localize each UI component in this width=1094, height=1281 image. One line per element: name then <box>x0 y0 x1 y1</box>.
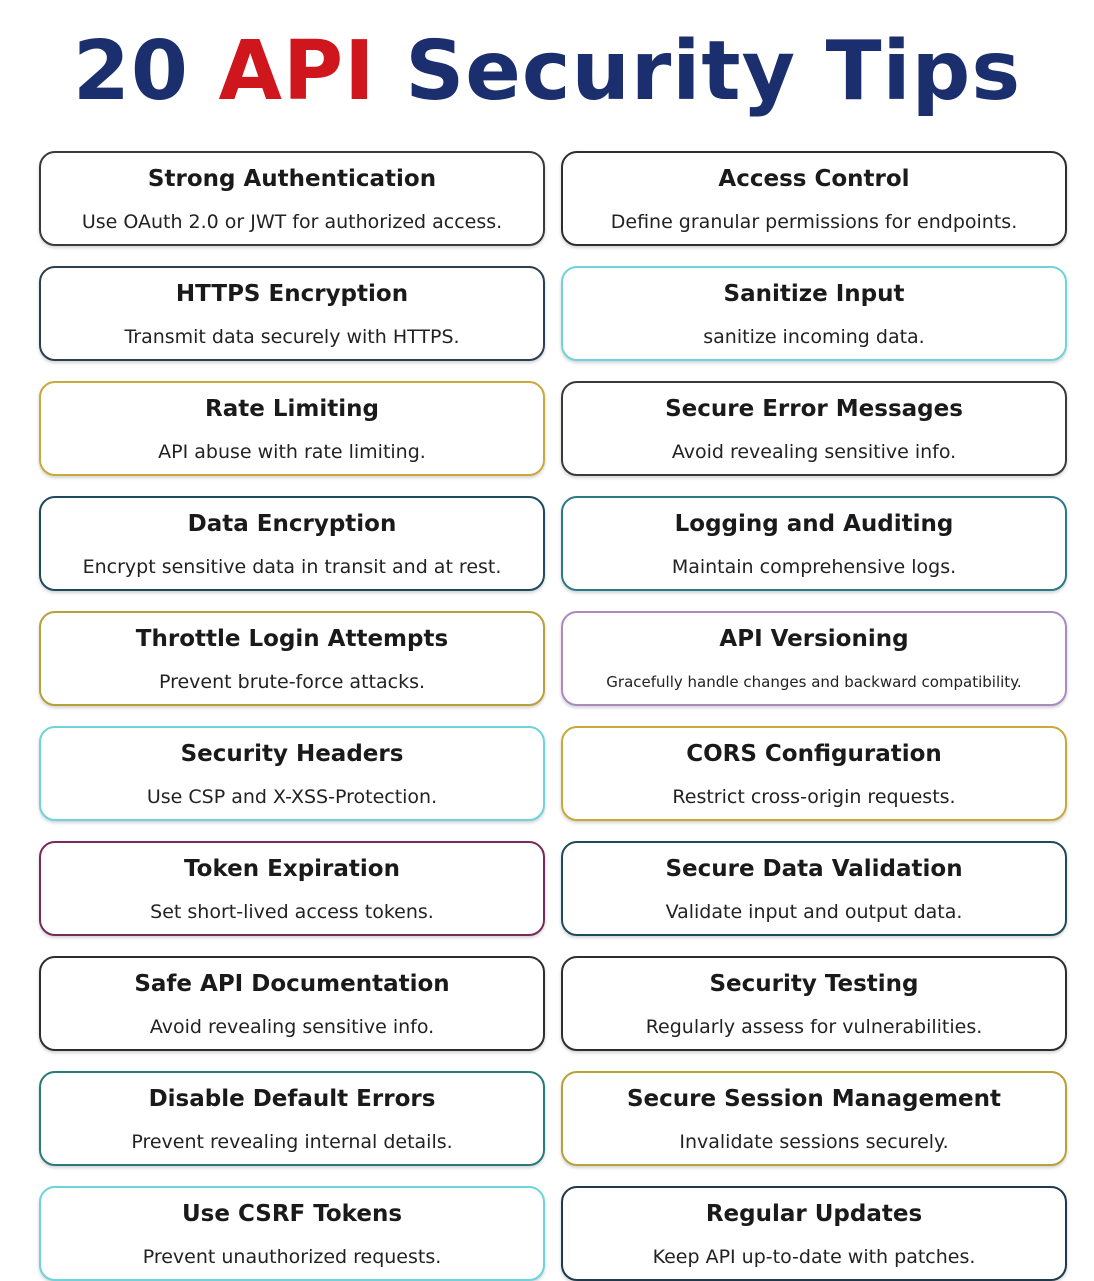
tip-title: HTTPS Encryption <box>175 281 409 307</box>
tip-card-throttle-login-attempts <box>39 611 545 706</box>
tip-title: Strong Authentication <box>147 166 437 192</box>
tip-card-api-versioning <box>561 611 1067 706</box>
tip-title: Access Control <box>718 166 910 192</box>
tip-card-use-csrf-tokens <box>39 1186 545 1281</box>
tip-description: Set short-lived access tokens. <box>150 901 434 923</box>
tip-card-logging-and-auditing <box>561 496 1067 591</box>
tip-title: Logging and Auditing <box>674 511 954 537</box>
tip-title: Safe API Documentation <box>134 971 450 997</box>
tip-title: Regular Updates <box>705 1201 923 1227</box>
tip-title: Rate Limiting <box>205 396 379 422</box>
tip-description: Validate input and output data. <box>665 901 963 923</box>
title-number: 20 <box>72 24 189 119</box>
tip-description: Prevent revealing internal details. <box>131 1131 453 1153</box>
tip-description: Avoid revealing sensitive info. <box>149 1016 435 1038</box>
tip-description: Define granular permissions for endpoints. <box>610 211 1018 233</box>
tip-description: Prevent unauthorized requests. <box>142 1246 442 1268</box>
tip-card-data-encryption <box>39 496 545 591</box>
page-title <box>0 22 1094 122</box>
title-rest: Security Tips <box>405 24 1022 119</box>
tip-card-access-control <box>561 151 1067 246</box>
tip-title: Security Headers <box>180 741 404 767</box>
tip-description: Prevent brute-force attacks. <box>158 671 426 693</box>
tip-description: Maintain comprehensive logs. <box>671 556 957 578</box>
tip-title: API Versioning <box>719 626 909 652</box>
tip-description: Restrict cross-origin requests. <box>672 786 956 808</box>
tip-card-rate-limiting <box>39 381 545 476</box>
tip-card-token-expiration <box>39 841 545 936</box>
tip-title: CORS Configuration <box>686 741 942 767</box>
tip-card-cors-configuration <box>561 726 1067 821</box>
tip-title: Throttle Login Attempts <box>135 626 449 652</box>
tip-title: Token Expiration <box>184 856 400 882</box>
tip-title: Disable Default Errors <box>148 1086 436 1112</box>
tip-title: Security Testing <box>709 971 919 997</box>
tip-title: Data Encryption <box>187 511 397 537</box>
tip-card-regular-updates <box>561 1186 1067 1281</box>
tip-card-sanitize-input <box>561 266 1067 361</box>
tip-card-security-testing <box>561 956 1067 1051</box>
tip-card-safe-api-documentation <box>39 956 545 1051</box>
tip-description: Use OAuth 2.0 or JWT for authorized access. <box>81 211 503 233</box>
title-highlight: API <box>218 24 376 119</box>
tip-title: Secure Session Management <box>626 1086 1002 1112</box>
tip-card-secure-error-messages <box>561 381 1067 476</box>
tip-description: Keep API up-to-date with patches. <box>652 1246 976 1268</box>
tip-description: Use CSP and X-XSS-Protection. <box>146 786 438 808</box>
tip-description: Invalidate sessions securely. <box>679 1131 949 1153</box>
tip-description: API abuse with rate limiting. <box>158 441 426 463</box>
tip-description: Avoid revealing sensitive info. <box>671 441 957 463</box>
tip-description: sanitize incoming data. <box>703 326 925 348</box>
tip-card-disable-default-errors <box>39 1071 545 1166</box>
tip-title: Secure Data Validation <box>665 856 963 882</box>
tip-description: Encrypt sensitive data in transit and at rest. <box>82 556 502 578</box>
tip-card-secure-data-validation <box>561 841 1067 936</box>
tip-description: Regularly assess for vulnerabilities. <box>645 1016 983 1038</box>
tip-title: Use CSRF Tokens <box>181 1201 403 1227</box>
tip-card-strong-authentication <box>39 151 545 246</box>
tip-card-secure-session-management <box>561 1071 1067 1166</box>
tip-description: Gracefully handle changes and backward compatibility. <box>606 673 1022 691</box>
tip-card-security-headers <box>39 726 545 821</box>
tip-title: Sanitize Input <box>723 281 905 307</box>
tips-grid <box>39 151 1067 1281</box>
tip-card-https-encryption <box>39 266 545 361</box>
tip-title: Secure Error Messages <box>665 396 963 422</box>
tip-description: Transmit data securely with HTTPS. <box>124 326 460 348</box>
